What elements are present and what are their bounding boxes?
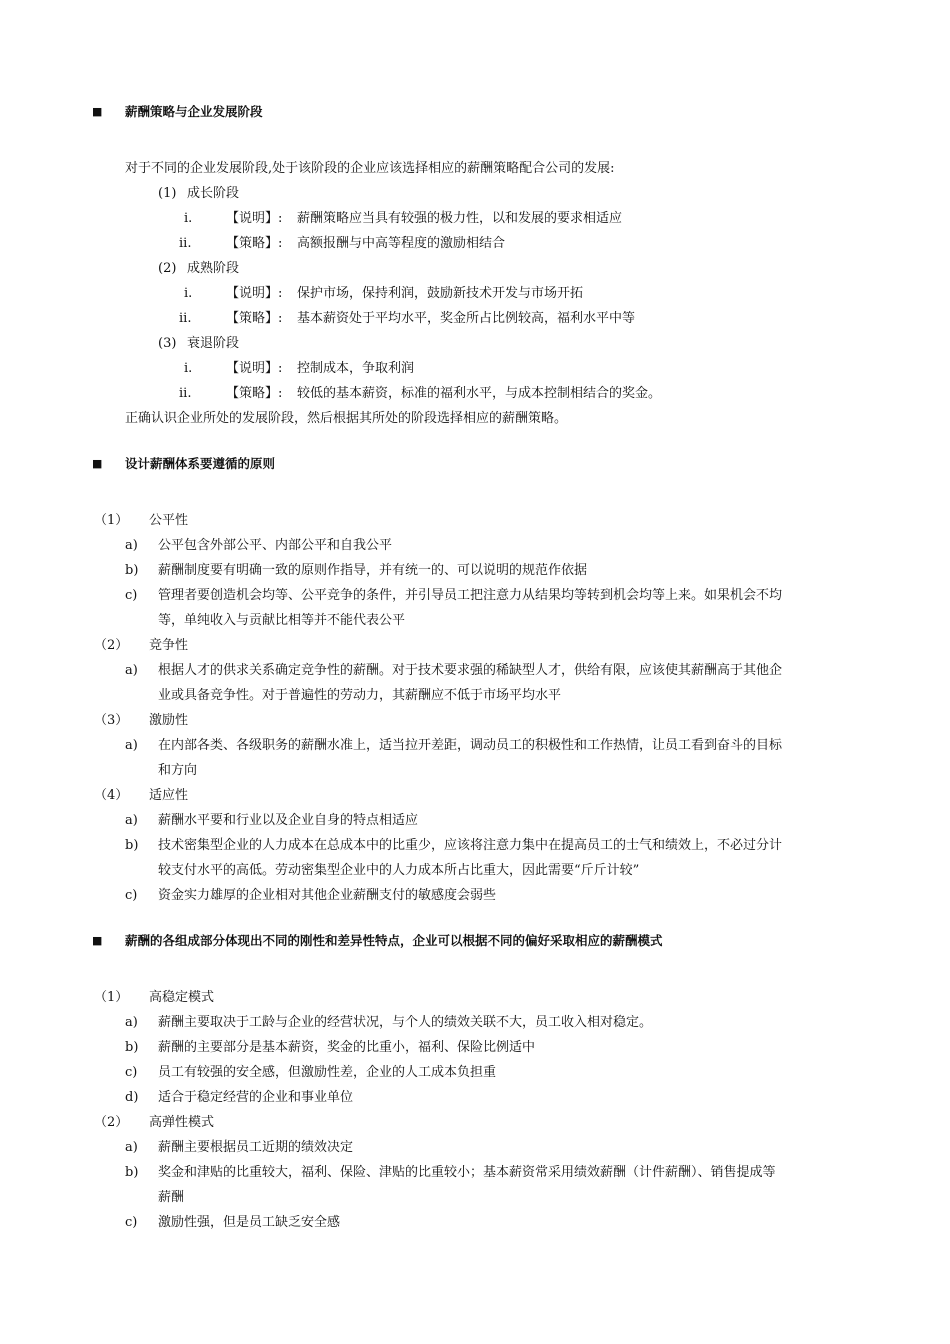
item-tag: 【说明】: <box>226 286 283 301</box>
section1-bullet: ■ <box>92 105 103 118</box>
list-marker: a) <box>125 663 138 678</box>
group-label: 竞争性 <box>149 638 189 653</box>
list-item-line: 资金实力雄厚的企业相对其他企业薪酬支付的敏感度会弱些 <box>158 888 497 903</box>
section3-bullet: ■ <box>92 934 103 947</box>
list-item-line: 奖金和津贴的比重较大，福利、保险、津贴的比重较小；基本薪资常采用绩效薪酬（计件薪酬）、销售提成等 <box>158 1165 776 1180</box>
item-text: 保护市场，保持利润，鼓励新技术开发与市场开拓 <box>297 286 584 301</box>
stage-label: 成熟阶段 <box>187 261 240 276</box>
group-label: 激励性 <box>149 713 189 728</box>
list-item-line: 等，单纯收入与贡献比相等并不能代表公平 <box>158 613 406 628</box>
section2-heading: 设计薪酬体系要遵循的原则 <box>125 456 276 471</box>
item-tag: 【策略】: <box>226 311 283 326</box>
list-item-line: 业或具备竞争性。对于普遍性的劳动力，其薪酬应不低于市场平均水平 <box>158 688 562 703</box>
list-item-line: 适合于稳定经营的企业和事业单位 <box>158 1090 354 1105</box>
list-marker: a) <box>125 1015 138 1030</box>
list-marker: b) <box>125 838 139 853</box>
list-item-line: 和方向 <box>158 763 198 778</box>
list-marker: a) <box>125 813 138 828</box>
list-item-line: 薪酬的主要部分是基本薪资，奖金的比重小，福利、保险比例适中 <box>158 1040 536 1055</box>
item-text: 控制成本，争取利润 <box>297 361 415 376</box>
stage-label: 成长阶段 <box>187 186 240 201</box>
item-tag: 【策略】: <box>226 236 283 251</box>
list-marker: b) <box>125 563 139 578</box>
list-item-line: 员工有较强的安全感，但激励性差，企业的人工成本负担重 <box>158 1065 497 1080</box>
list-item-line: 管理者要创造机会均等、公平竞争的条件，并引导员工把注意力从结果均等转到机会均等上来。如果机会不均 <box>158 588 783 603</box>
roman-marker: ii. <box>179 386 192 401</box>
stage-number: (1) <box>158 186 177 201</box>
group-number: （3） <box>94 713 129 728</box>
group-number: （2） <box>94 638 129 653</box>
list-item-line: 薪酬 <box>158 1190 185 1205</box>
list-marker: c) <box>125 1065 138 1080</box>
item-text: 较低的基本薪资，标准的福利水平，与成本控制相结合的奖金。 <box>297 386 662 401</box>
list-marker: b) <box>125 1040 139 1055</box>
item-text: 薪酬策略应当具有较强的极力性，以和发展的要求相适应 <box>297 211 623 226</box>
item-tag: 【说明】: <box>226 361 283 376</box>
roman-marker: i. <box>184 211 193 226</box>
list-item-line: 薪酬主要取决于工龄与企业的经营状况，与个人的绩效关联不大，员工收入相对稳定。 <box>158 1015 653 1030</box>
list-item-line: 根据人才的供求关系确定竞争性的薪酬。对于技术要求强的稀缺型人才，供给有限，应该使其薪酬高于其他企 <box>158 663 783 678</box>
list-item-line: 薪酬主要根据员工近期的绩效决定 <box>158 1140 354 1155</box>
roman-marker: i. <box>184 361 193 376</box>
list-marker: c) <box>125 588 138 603</box>
group-number: （1） <box>94 513 129 528</box>
list-marker: a) <box>125 538 138 553</box>
list-marker: c) <box>125 888 138 903</box>
group-number: （4） <box>94 788 129 803</box>
list-item-line: 薪酬水平要和行业以及企业自身的特点相适应 <box>158 813 419 828</box>
list-marker: a) <box>125 1140 138 1155</box>
roman-marker: i. <box>184 286 193 301</box>
roman-marker: ii. <box>179 236 192 251</box>
section1-conclusion: 正确认识企业所处的发展阶段，然后根据其所处的阶段选择相应的薪酬策略。 <box>125 411 568 426</box>
group-number: （2） <box>94 1115 129 1130</box>
list-item-line: 薪酬制度要有明确一致的原则作指导，并有统一的、可以说明的规范作依据 <box>158 563 588 578</box>
list-item-line: 激励性强，但是员工缺乏安全感 <box>158 1215 341 1230</box>
section1-heading: 薪酬策略与企业发展阶段 <box>125 104 263 119</box>
section1-intro: 对于不同的企业发展阶段,处于该阶段的企业应该选择相应的薪酬策略配合公司的发展: <box>125 161 615 176</box>
list-item-line: 公平包含外部公平、内部公平和自我公平 <box>158 538 393 553</box>
item-text: 高额报酬与中高等程度的激励相结合 <box>297 236 506 251</box>
section2-bullet: ■ <box>92 457 103 470</box>
group-label: 高稳定模式 <box>149 990 215 1005</box>
item-tag: 【策略】: <box>226 386 283 401</box>
list-marker: a) <box>125 738 138 753</box>
item-text: 基本薪资处于平均水平，奖金所占比例较高，福利水平中等 <box>297 311 636 326</box>
list-marker: d) <box>125 1090 139 1105</box>
group-number: （1） <box>94 990 129 1005</box>
list-item-line: 在内部各类、各级职务的薪酬水准上，适当拉开差距，调动员工的积极性和工作热情，让员工看到奋斗的目标 <box>158 738 783 753</box>
group-label: 高弹性模式 <box>149 1115 215 1130</box>
stage-number: (2) <box>158 261 177 276</box>
stage-label: 衰退阶段 <box>187 336 240 351</box>
list-marker: c) <box>125 1215 138 1230</box>
group-label: 公平性 <box>149 513 189 528</box>
list-item-line: 较支付水平的高低。劳动密集型企业中的人力成本所占比重大，因此需要“斤斤计较” <box>158 863 640 878</box>
section3-heading: 薪酬的各组成部分体现出不同的刚性和差异性特点，企业可以根据不同的偏好采取相应的薪酬模式 <box>125 933 663 948</box>
group-label: 适应性 <box>149 788 189 803</box>
list-marker: b) <box>125 1165 139 1180</box>
item-tag: 【说明】: <box>226 211 283 226</box>
roman-marker: ii. <box>179 311 192 326</box>
stage-number: (3) <box>158 336 177 351</box>
list-item-line: 技术密集型企业的人力成本在总成本中的比重少，应该将注意力集中在提高员工的士气和绩效上，不必过分计 <box>158 838 783 853</box>
